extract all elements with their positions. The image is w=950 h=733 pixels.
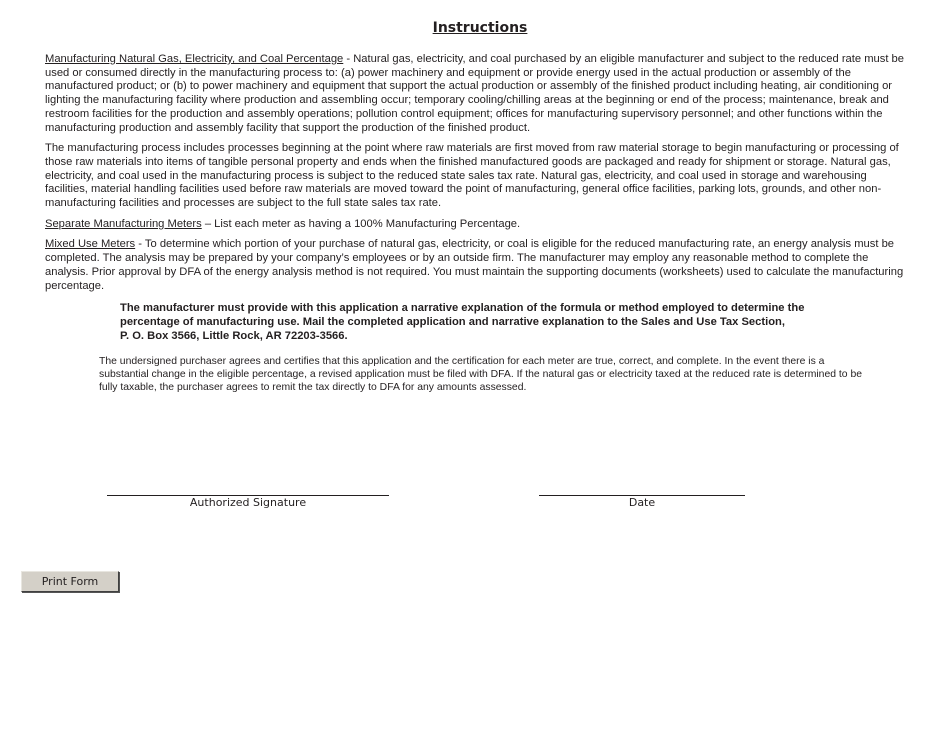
notice-line: percentage of manufacturing use. Mail the completed application and narrative explanation to the Sales and Use Tax Section, (120, 316, 785, 328)
page-title: Instructions (432, 20, 528, 36)
section-heading: Mixed Use Meters (45, 238, 136, 251)
notice-line: P. O. Box 3566, Little Rock, AR 72203-3566. (120, 330, 348, 342)
section-separate-meters (45, 218, 905, 232)
section-mixed-use-meters (45, 238, 905, 293)
section-manufacturing-percentage (45, 53, 905, 135)
section-heading: Separate Manufacturing Meters (45, 217, 202, 230)
instructions-body (45, 53, 905, 300)
mailing-notice (120, 301, 840, 343)
certification-statement: The undersigned purchaser agrees and certifies that this application and the certification for each meter are true, correct, and complete. In the event there is a substantial change in the eligible percentage, a revised application must be filed with DFA. If the natural gas or electricity taxed at the reduced rate is determined to be fully taxable, the purchaser agrees to remit the tax directly to DFA for any amounts assessed. (99, 356, 862, 394)
section-text: The manufacturing process includes processes beginning at the point where raw materials are first moved from raw material storage to begin manufacturing or processing of those raw materials into items of tangible personal property and ends when the finished manufactured goods are packaged and ready for shipment or storage. Natural gas, electricity, and coal used in the manufacturing process is subject to the reduced state sales tax rate. Natural gas, electricity, and coal used in storage and warehousing facilities, material handling facilities used before raw materials are moved toward the point of manufacturing, general office facilities, parking lots, grounds, and other non-manufacturing facilities and processes are subject to the full state sales tax rate. (45, 142, 899, 210)
print-form-button[interactable]: Print Form (21, 571, 119, 592)
section-manufacturing-process (45, 142, 905, 211)
section-text: - To determine which portion of your purchase of natural gas, electricity, or coal is eligible for the reduced manufacturing rate, an energy analysis must be completed. The analysis may be prepared by your company’s employees or by an outside firm. The manufacturer may employ any reasonable method to complete the analysis. Prior approval by DFA of the energy analysis method is not required. You must maintain the supporting documents (worksheets) used to calculate the manufacturing percentage. (45, 238, 904, 292)
date-label: Date (628, 496, 656, 509)
section-heading: Manufacturing Natural Gas, Electricity, and Coal Percentage (45, 53, 344, 65)
signature-label: Authorized Signature (189, 496, 307, 509)
section-text: – List each meter as having a 100% Manufacturing Percentage. (201, 217, 521, 230)
notice-line: The manufacturer must provide with this application a narrative explanation of the formula or method employed to determine the (120, 302, 805, 314)
section-text: - Natural gas, electricity, and coal purchased by an eligible manufacturer and subject to the reduced rate must be used or consumed directly in the manufacturing process to: (a) power machinery and equipment or provide energy used in the actual production or assembly of the manufactured product; or (b) to power machinery and equipment that support the actual production or assembly of the finished product including heating, air conditioning or lighting the manufacturing facility where production and assembling occur; temporary cooling/chilling areas at the beginning or end of the process; maintenance, break and restroom facilities for the production and assembly operations; pollution control equipment; offices for manufacturing supervisory personnel; and other functions within the manufacturing production and assembly facility that support the production of the finished product. (45, 53, 904, 134)
